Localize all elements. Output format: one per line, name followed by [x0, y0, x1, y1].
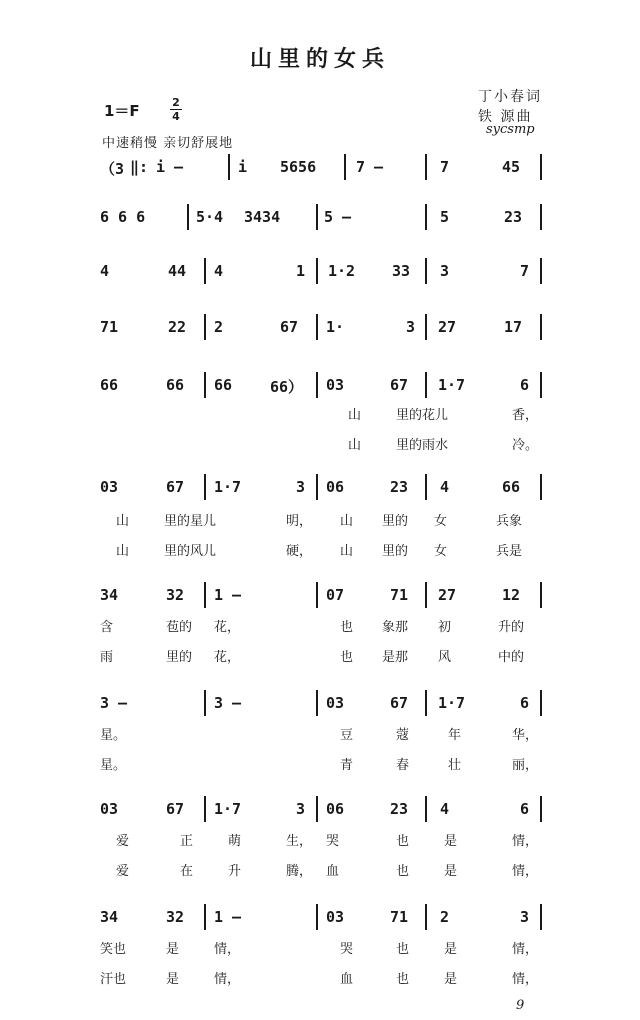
bar-line	[204, 314, 206, 340]
lyric-syllable: 风	[438, 650, 452, 665]
lyric-syllable: 苞的	[166, 620, 193, 635]
bar-line	[425, 796, 427, 822]
note-group: 44	[168, 262, 187, 280]
note-group: 6 6 6	[100, 208, 146, 226]
lyric-syllable: 情，	[214, 942, 241, 957]
note-group: 03	[100, 800, 119, 818]
lyric-line	[100, 938, 548, 960]
note-group: 12	[502, 586, 521, 604]
bar-line	[204, 796, 206, 822]
bar-line	[425, 258, 427, 284]
note-group: 23	[504, 208, 523, 226]
bar-line	[316, 204, 318, 230]
score-system	[100, 474, 548, 510]
song-title: 山里的女兵	[249, 47, 390, 72]
lyric-syllable: 哭	[326, 834, 340, 849]
lyric-syllable: 也	[396, 864, 410, 879]
lyric-syllable: 也	[396, 834, 410, 849]
lyric-line	[100, 830, 548, 852]
lyric-syllable: 星。	[100, 728, 127, 743]
lyric-syllable: 是	[444, 834, 458, 849]
bar-line	[187, 204, 189, 230]
lyric-syllable: 硬，	[286, 544, 313, 559]
bar-line	[425, 314, 427, 340]
note-group: 1·2	[328, 262, 356, 280]
lyric-syllable: 山	[340, 514, 354, 529]
bar-line	[316, 372, 318, 398]
lyric-syllable: 女	[434, 514, 448, 529]
lyric-syllable: 情，	[512, 834, 539, 849]
note-group: 3 —	[214, 694, 242, 712]
note-group: 1·7	[438, 376, 466, 394]
page-number: 9	[516, 998, 525, 1013]
note-group: 67	[166, 800, 185, 818]
score-system	[100, 314, 548, 350]
lyric-syllable: 在	[180, 864, 194, 879]
note-group: 4	[440, 478, 450, 496]
note-group: 06	[326, 478, 345, 496]
note-group: 03	[100, 478, 119, 496]
lyric-line	[100, 968, 548, 990]
note-group: 1·7	[214, 800, 242, 818]
note-group: 3	[440, 262, 450, 280]
lyric-syllable: 蔻	[396, 728, 410, 743]
bar-line	[204, 904, 206, 930]
bar-line	[425, 904, 427, 930]
bar-line	[316, 474, 318, 500]
note-group: 66	[166, 376, 185, 394]
lyric-syllable: 雨	[100, 650, 114, 665]
bar-line	[540, 204, 542, 230]
note-group: 71	[100, 318, 119, 336]
bar-line	[540, 690, 542, 716]
score-system	[100, 154, 548, 190]
note-group: 33	[392, 262, 411, 280]
note-group: 3	[296, 800, 306, 818]
score-system	[100, 904, 548, 940]
lyric-syllable: 是	[166, 942, 180, 957]
lyric-syllable: 里的花儿	[396, 408, 449, 423]
lyric-syllable: 含	[100, 620, 114, 635]
scanner-signature: sycsmp	[486, 122, 535, 137]
score-system	[100, 204, 548, 240]
note-group: 4	[214, 262, 224, 280]
note-group: i	[238, 158, 248, 176]
lyric-syllable: 萌	[228, 834, 242, 849]
lyricist-credit: 丁小春词	[478, 89, 542, 105]
note-group: 5 —	[324, 208, 352, 226]
lyric-syllable: 花，	[214, 650, 241, 665]
bar-line	[204, 582, 206, 608]
time-signature	[170, 96, 182, 123]
lyric-syllable: 年	[448, 728, 462, 743]
score-system	[100, 690, 548, 726]
lyric-syllable: 里的雨水	[396, 438, 449, 453]
bar-line	[425, 582, 427, 608]
bar-line	[540, 154, 542, 180]
lyric-line	[100, 646, 548, 668]
lyric-syllable: 是	[166, 972, 180, 987]
note-group: 67	[390, 376, 409, 394]
bar-line	[425, 474, 427, 500]
lyric-syllable: 山	[116, 514, 130, 529]
note-group: 4	[100, 262, 110, 280]
note-group: 5	[440, 208, 450, 226]
bar-line	[425, 204, 427, 230]
note-group: 3434	[244, 208, 281, 226]
lyric-syllable: 中的	[498, 650, 525, 665]
note-group: 5·4	[196, 208, 224, 226]
lyric-syllable: 象那	[382, 620, 409, 635]
lyric-line	[100, 434, 548, 456]
lyric-syllable: 明，	[286, 514, 313, 529]
lyric-syllable: 里的	[382, 514, 409, 529]
lyric-syllable: 是	[444, 942, 458, 957]
bar-line	[316, 258, 318, 284]
time-signature-top: 2	[170, 96, 182, 110]
score-system	[100, 258, 548, 294]
lyric-syllable: 里的	[382, 544, 409, 559]
lyric-syllable: 是	[444, 972, 458, 987]
lyric-syllable: 也	[396, 942, 410, 957]
note-group: 67	[166, 478, 185, 496]
note-group: 07	[326, 586, 345, 604]
lyric-syllable: 爱	[116, 864, 130, 879]
lyric-syllable: 爱	[116, 834, 130, 849]
lyric-syllable: 山	[340, 544, 354, 559]
note-group: 2	[214, 318, 224, 336]
note-group: 66	[214, 376, 233, 394]
lyric-syllable: 升的	[498, 620, 525, 635]
lyric-syllable: 丽，	[512, 758, 539, 773]
lyric-syllable: 华，	[512, 728, 539, 743]
key-signature: 1＝F	[104, 102, 140, 120]
lyric-syllable: 情，	[512, 972, 539, 987]
lyric-syllable: 腾，	[286, 864, 313, 879]
note-group: 3	[406, 318, 416, 336]
bar-line	[316, 796, 318, 822]
bar-line	[344, 154, 346, 180]
note-group: 1·	[326, 318, 345, 336]
note-group: 34	[100, 586, 119, 604]
bar-line	[540, 582, 542, 608]
lyric-syllable: 血	[326, 864, 340, 879]
lyric-syllable: 壮	[448, 758, 462, 773]
note-group: 6	[520, 376, 530, 394]
lyric-syllable: 兵是	[496, 544, 523, 559]
lyric-line	[100, 860, 548, 882]
bar-line	[540, 904, 542, 930]
note-group: 23	[390, 800, 409, 818]
lyric-syllable: 里的风儿	[164, 544, 217, 559]
lyric-syllable: 情，	[214, 972, 241, 987]
lyric-syllable: 女	[434, 544, 448, 559]
bar-line	[425, 372, 427, 398]
lyric-syllable: 春	[396, 758, 410, 773]
note-group: 2	[440, 908, 450, 926]
lyric-syllable: 是	[444, 864, 458, 879]
note-group: 71	[390, 586, 409, 604]
note-group: 66	[100, 376, 119, 394]
note-group: 5656	[280, 158, 317, 176]
bar-line	[204, 690, 206, 716]
bar-line	[425, 154, 427, 180]
lyric-syllable: 情，	[512, 942, 539, 957]
note-group: （3	[100, 160, 125, 178]
lyric-syllable: 也	[396, 972, 410, 987]
lyric-syllable: 血	[340, 972, 354, 987]
time-signature-bottom: 4	[172, 110, 180, 123]
note-group: 7	[440, 158, 450, 176]
bar-line	[316, 582, 318, 608]
lyric-syllable: 山	[116, 544, 130, 559]
lyric-line	[100, 510, 548, 532]
note-group: 1 —	[214, 586, 242, 604]
lyric-syllable: 正	[180, 834, 194, 849]
note-group: 66	[502, 478, 521, 496]
note-group: 6	[520, 800, 530, 818]
note-group: 66）	[270, 378, 304, 396]
lyric-syllable: 笑也	[100, 942, 127, 957]
note-group: 1·7	[214, 478, 242, 496]
bar-line	[316, 904, 318, 930]
note-group: 3	[520, 908, 530, 926]
note-group: 03	[326, 376, 345, 394]
lyric-syllable: 生，	[286, 834, 313, 849]
note-group: 7	[520, 262, 530, 280]
note-group: 32	[166, 586, 185, 604]
lyric-syllable: 是那	[382, 650, 409, 665]
bar-line	[540, 314, 542, 340]
lyric-syllable: 哭	[340, 942, 354, 957]
lyric-syllable: 里的	[166, 650, 193, 665]
note-group: 45	[502, 158, 521, 176]
note-group: 71	[390, 908, 409, 926]
note-group: 1 —	[214, 908, 242, 926]
lyric-syllable: 青	[340, 758, 354, 773]
note-group: 1	[296, 262, 306, 280]
lyric-syllable: 花，	[214, 620, 241, 635]
note-group: 7 —	[356, 158, 384, 176]
bar-line	[540, 474, 542, 500]
bar-line	[425, 690, 427, 716]
bar-line	[204, 372, 206, 398]
note-group: 4	[440, 800, 450, 818]
bar-line	[540, 796, 542, 822]
bar-line	[316, 690, 318, 716]
note-group: 06	[326, 800, 345, 818]
note-group: ‖:	[130, 158, 149, 176]
composer-credit: 铁 源曲	[478, 109, 533, 125]
bar-line	[316, 314, 318, 340]
note-group: 34	[100, 908, 119, 926]
lyric-line	[100, 754, 548, 776]
score-system	[100, 796, 548, 832]
note-group: 27	[438, 586, 457, 604]
lyric-line	[100, 616, 548, 638]
note-group: 3	[296, 478, 306, 496]
bar-line	[540, 258, 542, 284]
lyric-syllable: 初	[438, 620, 452, 635]
lyric-syllable: 里的星儿	[164, 514, 217, 529]
note-group: 03	[326, 908, 345, 926]
lyric-syllable: 冷。	[512, 438, 539, 453]
note-group: 23	[390, 478, 409, 496]
lyric-syllable: 也	[340, 620, 354, 635]
note-group: 17	[504, 318, 523, 336]
note-group: 32	[166, 908, 185, 926]
lyric-syllable: 汗也	[100, 972, 127, 987]
lyric-syllable: 豆	[340, 728, 354, 743]
lyric-syllable: 星。	[100, 758, 127, 773]
score-system	[100, 582, 548, 618]
note-group: 1·7	[438, 694, 466, 712]
bar-line	[204, 258, 206, 284]
lyric-syllable: 升	[228, 864, 242, 879]
lyric-syllable: 也	[340, 650, 354, 665]
score-system	[100, 372, 548, 408]
note-group: 67	[390, 694, 409, 712]
bar-line	[204, 474, 206, 500]
lyric-line	[100, 540, 548, 562]
lyric-syllable: 香，	[512, 408, 539, 423]
lyric-syllable: 兵象	[496, 514, 523, 529]
note-group: 6	[520, 694, 530, 712]
lyric-syllable: 情，	[512, 864, 539, 879]
note-group: 03	[326, 694, 345, 712]
tempo-marking: 中速稍慢 亲切舒展地	[102, 136, 234, 151]
bar-line	[540, 372, 542, 398]
lyric-syllable: 山	[348, 408, 362, 423]
lyric-line	[100, 404, 548, 426]
lyric-syllable: 山	[348, 438, 362, 453]
bar-line	[228, 154, 230, 180]
note-group: 3 —	[100, 694, 128, 712]
lyric-line	[100, 724, 548, 746]
note-group: 22	[168, 318, 187, 336]
note-group: 27	[438, 318, 457, 336]
note-group: i —	[156, 158, 184, 176]
note-group: 67	[280, 318, 299, 336]
